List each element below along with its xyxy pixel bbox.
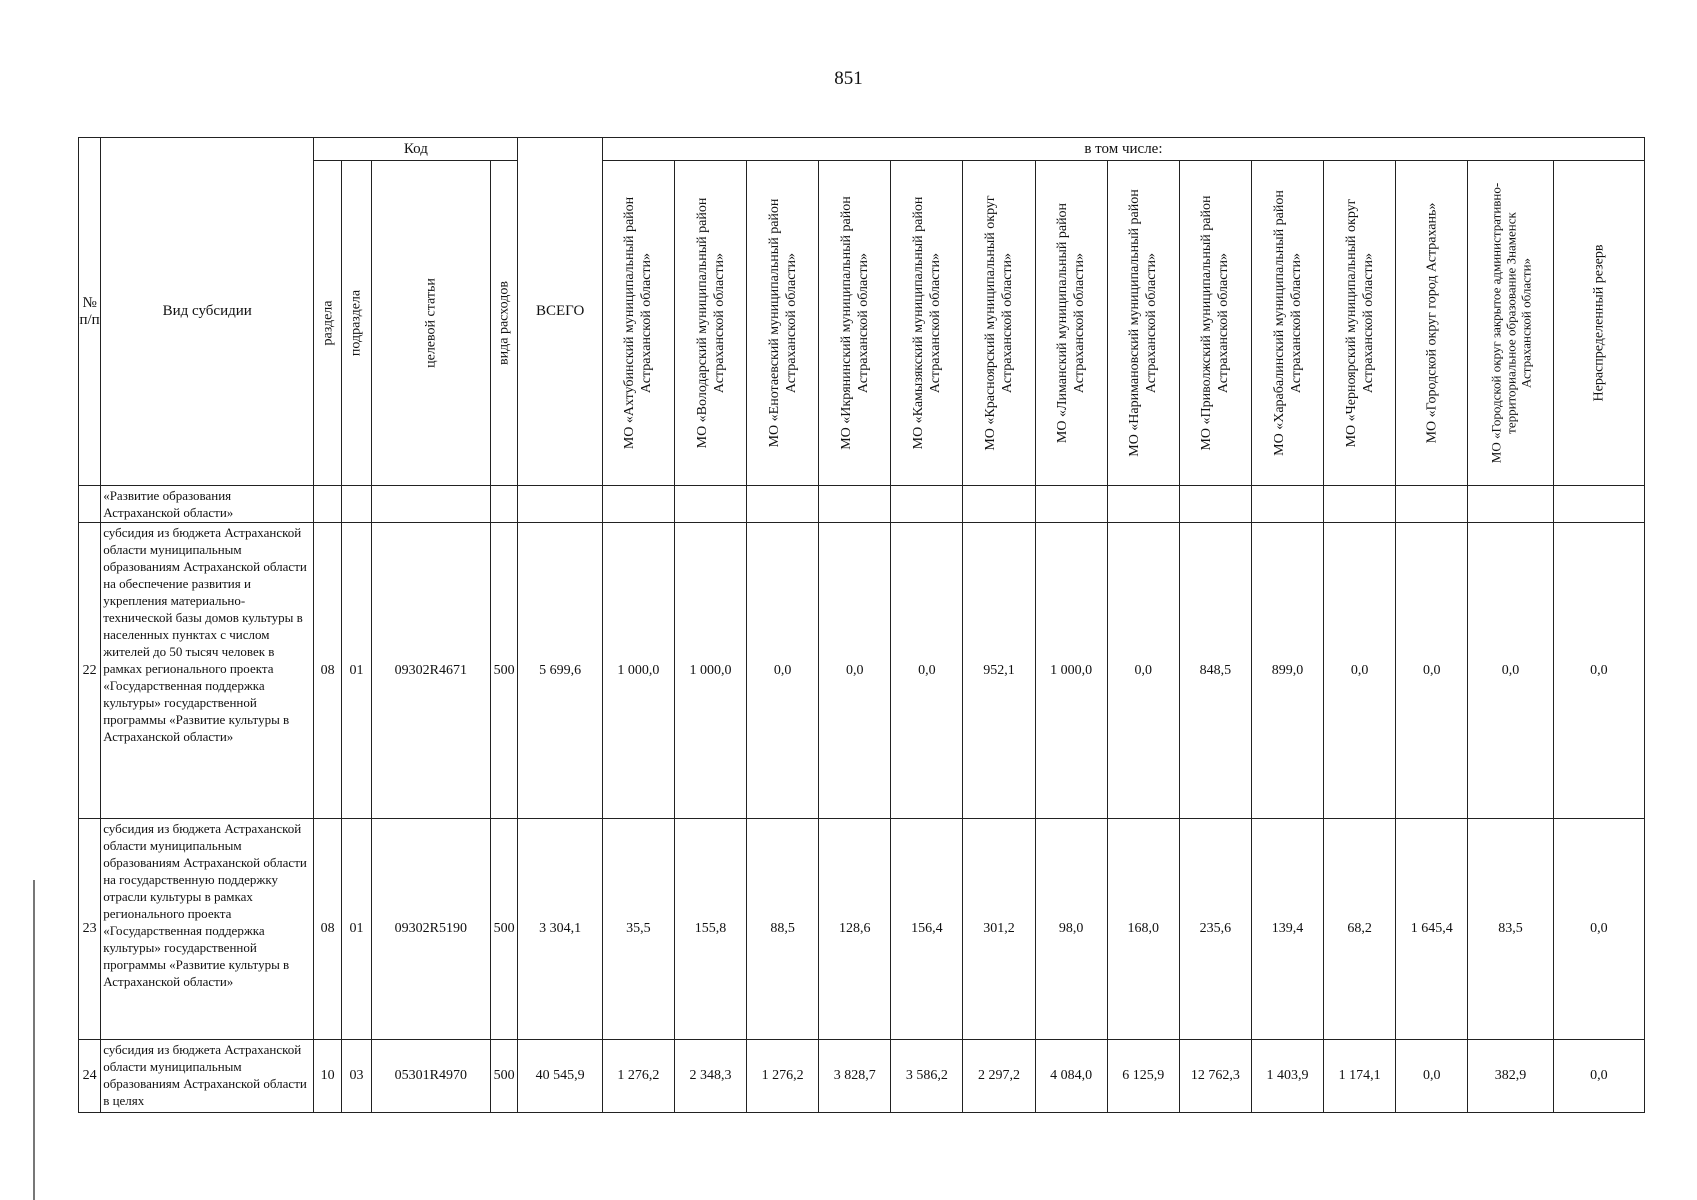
header-target: целевой статьи — [371, 161, 490, 486]
row-value: 156,4 — [891, 819, 963, 1040]
row-value: 4 084,0 — [1035, 1040, 1107, 1113]
row-subsection: 03 — [342, 1040, 372, 1113]
page-number: 851 — [834, 68, 863, 89]
header-section: раздела — [314, 161, 342, 486]
row-expense: 500 — [490, 523, 518, 819]
row-value: 2 348,3 — [674, 1040, 746, 1113]
row-section: 10 — [314, 1040, 342, 1113]
row-total: 3 304,1 — [518, 819, 602, 1040]
table-row — [79, 1040, 1645, 1113]
row-value: 0,0 — [819, 523, 891, 819]
row-text: субсидия из бюджета Астраханской области муниципальным образованиям Астраханской области на обеспечение развития и укрепления материально-технической базы домов культуры в населенных пунктах с числом жителей до 50 тысяч человек в рамках регионального проекта «Государственная поддержка культуры» государственной программы «Развитие культуры в Астраханской области» — [101, 523, 314, 819]
row-value: 1 276,2 — [602, 1040, 674, 1113]
row-no: 23 — [79, 819, 101, 1040]
row-section: 08 — [314, 819, 342, 1040]
header-total: ВСЕГО — [518, 138, 602, 486]
row-value: 235,6 — [1179, 819, 1251, 1040]
header-code: Код — [314, 138, 518, 161]
row-value: 1 000,0 — [674, 523, 746, 819]
row-value: 1 174,1 — [1324, 1040, 1396, 1113]
row-no: 24 — [79, 1040, 101, 1113]
row-value: 0,0 — [1324, 523, 1396, 819]
row-text: субсидия из бюджета Астраханской области муниципальным образованиям Астраханской области на государственную поддержку отрасли культуры в рамках регионального проекта «Государственная поддержка культуры» государственной программы «Развитие культуры в Астраханской области» — [101, 819, 314, 1040]
row-target: 09302R5190 — [371, 819, 490, 1040]
header-mo-10: МО «Харабалинский муниципальный район Астраханской области» — [1251, 161, 1323, 486]
row-section: 08 — [314, 523, 342, 819]
row-value: 35,5 — [602, 819, 674, 1040]
table-row — [79, 486, 1645, 523]
header-reserve: Нераспределенный резерв — [1553, 161, 1644, 486]
row-value: 88,5 — [747, 819, 819, 1040]
row-value: 952,1 — [963, 523, 1035, 819]
header-mo-11: МО «Черноярский муниципальный округ Астраханской области» — [1324, 161, 1396, 486]
row-target: 09302R4671 — [371, 523, 490, 819]
row-value: 12 762,3 — [1179, 1040, 1251, 1113]
header-mo-7: МО «Лиманский муниципальный район Астраханской области» — [1035, 161, 1107, 486]
row-expense: 500 — [490, 819, 518, 1040]
row-total: 40 545,9 — [518, 1040, 602, 1113]
header-mo-13: МО «Городской округ закрытое административно-территориальное образование Знаменск Астраханской области» — [1468, 161, 1553, 486]
row-value: 0,0 — [1396, 523, 1468, 819]
row-no: 22 — [79, 523, 101, 819]
row-value: 0,0 — [747, 523, 819, 819]
header-including: в том числе: — [602, 138, 1644, 161]
header-mo-8: МО «Наримановский муниципальный район Астраханской области» — [1107, 161, 1179, 486]
row-subsection: 01 — [342, 819, 372, 1040]
header-mo-9: МО «Приволжский муниципальный район Астраханской области» — [1179, 161, 1251, 486]
row-total: 5 699,6 — [518, 523, 602, 819]
row-value: 155,8 — [674, 819, 746, 1040]
header-mo-2: МО «Володарский муниципальный район Астраханской области» — [674, 161, 746, 486]
row-expense: 500 — [490, 1040, 518, 1113]
header-mo-4: МО «Икрянинский муниципальный район Астраханской области» — [819, 161, 891, 486]
row-value: 168,0 — [1107, 819, 1179, 1040]
header-mo-5: МО «Камызякский муниципальный район Астраханской области» — [891, 161, 963, 486]
row-value: 98,0 — [1035, 819, 1107, 1040]
row-value: 1 276,2 — [747, 1040, 819, 1113]
row-value: 0,0 — [1107, 523, 1179, 819]
row-value: 848,5 — [1179, 523, 1251, 819]
row-value: 1 645,4 — [1396, 819, 1468, 1040]
row-value: 3 586,2 — [891, 1040, 963, 1113]
header-no: № п/п — [79, 138, 101, 486]
row-value: 83,5 — [1468, 819, 1553, 1040]
row-value: 899,0 — [1251, 523, 1323, 819]
row-value: 0,0 — [1468, 523, 1553, 819]
binding-rule — [33, 880, 35, 1200]
row-value: 139,4 — [1251, 819, 1323, 1040]
header-mo-12: МО «Городской округ город Астрахань» — [1396, 161, 1468, 486]
row-subsection: 01 — [342, 523, 372, 819]
row-target: 05301R4970 — [371, 1040, 490, 1113]
row-value: 382,9 — [1468, 1040, 1553, 1113]
table-row — [79, 523, 1645, 819]
row-text: субсидия из бюджета Астраханской области муниципальным образованиям Астраханской области в целях — [101, 1040, 314, 1113]
row-value: 0,0 — [1396, 1040, 1468, 1113]
header-mo-1: МО «Ахтубинский муниципальный район Астраханской области» — [602, 161, 674, 486]
row-value: 0,0 — [1553, 523, 1644, 819]
row-value: 6 125,9 — [1107, 1040, 1179, 1113]
row-value: 0,0 — [891, 523, 963, 819]
row-value: 3 828,7 — [819, 1040, 891, 1113]
header-expense: вида расходов — [490, 161, 518, 486]
header-subsection: подраздела — [342, 161, 372, 486]
row-value: 0,0 — [1553, 819, 1644, 1040]
subsidy-table — [78, 137, 1645, 1113]
continuation-text: «Развитие образования Астраханской области» — [101, 486, 314, 523]
row-value: 128,6 — [819, 819, 891, 1040]
row-value: 0,0 — [1553, 1040, 1644, 1113]
row-value: 2 297,2 — [963, 1040, 1035, 1113]
row-value: 1 000,0 — [1035, 523, 1107, 819]
table-row — [79, 819, 1645, 1040]
row-value: 1 403,9 — [1251, 1040, 1323, 1113]
header-mo-3: МО «Енотаевский муниципальный район Астраханской области» — [747, 161, 819, 486]
row-value: 68,2 — [1324, 819, 1396, 1040]
header-kind: Вид субсидии — [101, 138, 314, 486]
header-mo-6: МО «Красноярский муниципальный округ Астраханской области» — [963, 161, 1035, 486]
row-value: 301,2 — [963, 819, 1035, 1040]
row-value: 1 000,0 — [602, 523, 674, 819]
